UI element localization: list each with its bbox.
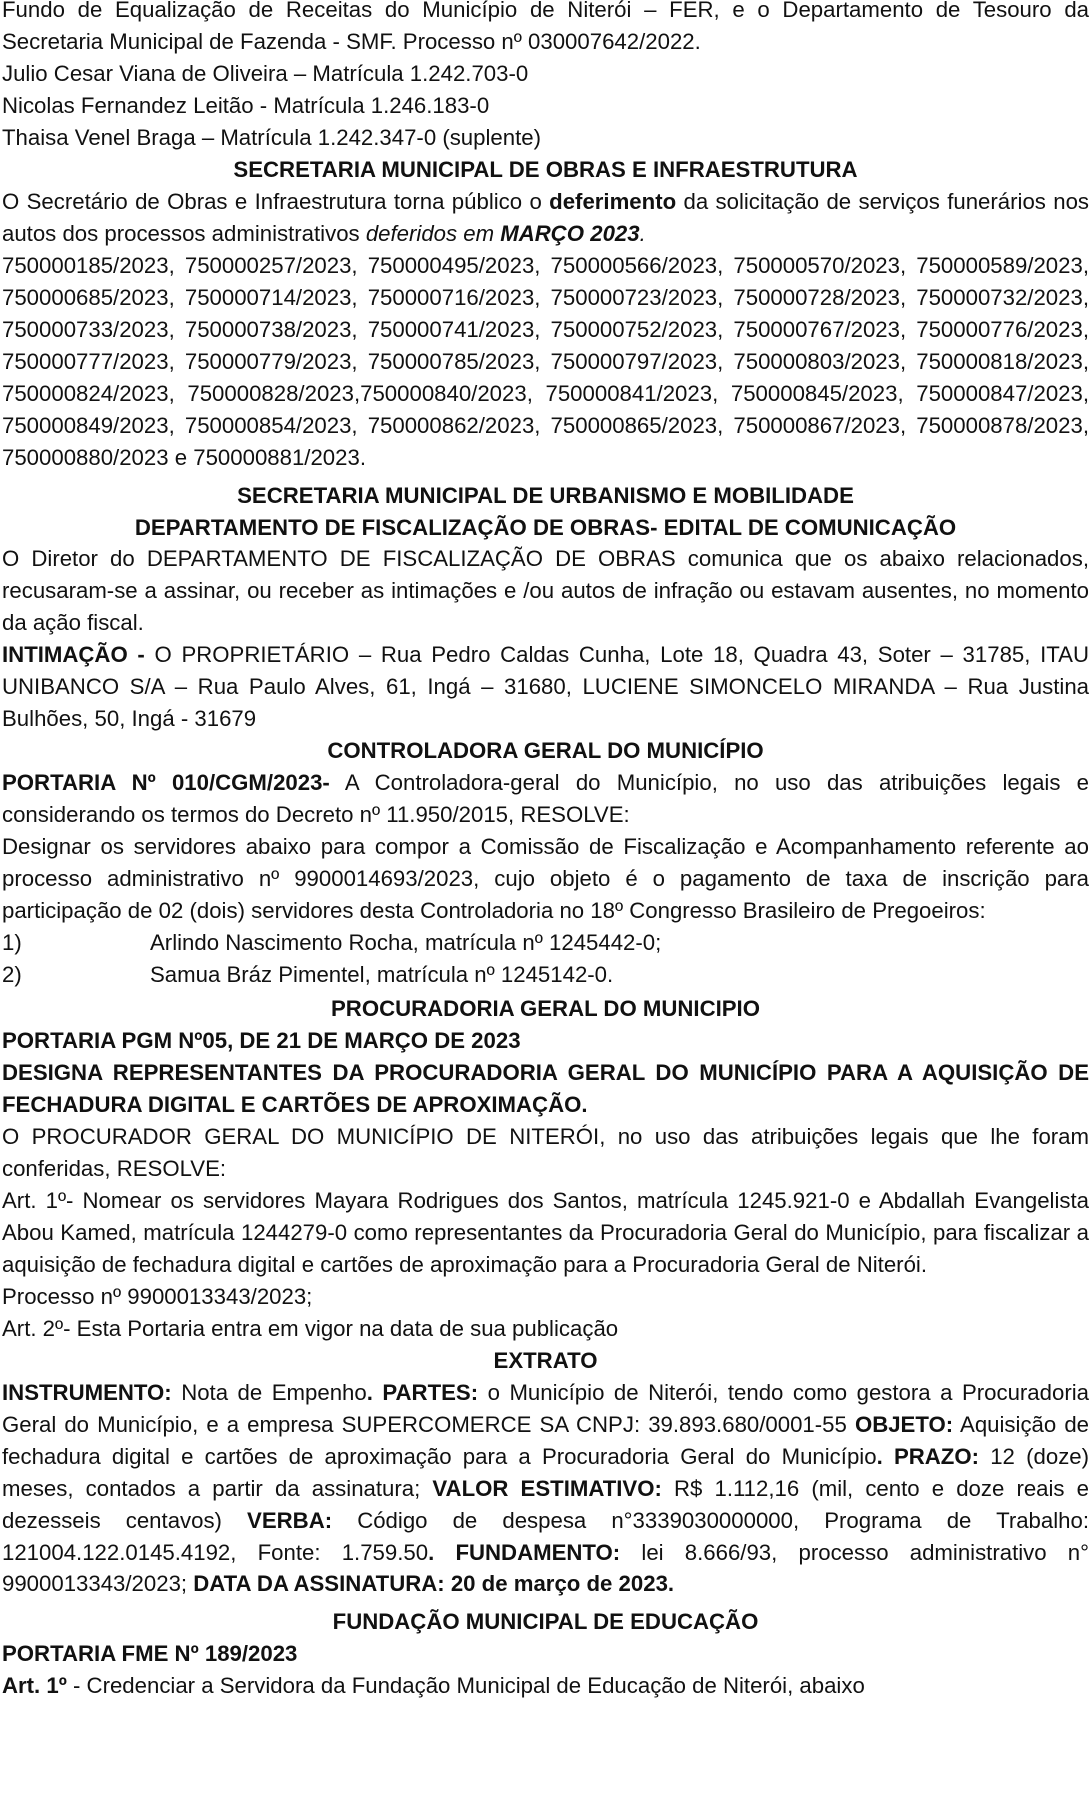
fer-paragraph: Fundo de Equalização de Receitas do Município de Niterói – FER, e o Departamento de Tesouro da Secretaria Municipal de Fazenda - SMF. Processo nº 030007642/2022.: [2, 0, 1089, 54]
extrato-paragraph: INSTRUMENTO: Nota de Empenho. PARTES: o Município de Niterói, tendo como gestora a Procuradoria Geral do Município, e a empresa SUPERCOMERCE SA CNPJ: 39.893.680/0001-55 OBJETO: Aquisição de fechadura digital e cartões de aproximação para a Procuradoria Geral do Município. PRAZO: 12 (doze) meses, contados a partir da assinatura; VALOR ESTIMATIVO: R$ 1.112,16 (mil, cento e doze reais e dezesseis centavos) VERBA: Código de despesa n°3339030000000, Programa de Trabalho: 121004.122.0145.4192, Fonte: 1.759.50. FUNDAMENTO: lei 8.666/93, processo administrativo n° 9900013343/2023; DATA DA ASSINATURA: 20 de março de 2023.: [2, 1379, 1090, 1597]
fme-art1: Art. 1º - Credenciar a Servidora da Fundação Municipal de Educação de Niterói, abaixo: [2, 1673, 865, 1699]
controladora-title: CONTROLADORA GERAL DO MUNICÍPIO: [327, 738, 764, 764]
urbanismo-paragraph: O Diretor do DEPARTAMENTO DE FISCALIZAÇÃO DE OBRAS comunica que os abaixo relacionados, recusaram-se a assinar, ou receber as intimações e /ou autos de infração ou estavam ausentes, no momento da ação fiscal.: [2, 546, 1089, 636]
extrato-title: EXTRATO: [493, 1347, 598, 1373]
fer-member: Thaisa Venel Braga – Matrícula 1.242.347-0 (suplente): [2, 124, 541, 150]
procuradoria-processo: Processo nº 9900013343/2023;: [2, 1283, 313, 1309]
obras-intro: O Secretário de Obras e Infraestrutura torna público o deferimento da solicitação de serviços funerários nos autos dos processos administrativos deferidos em MARÇO 2023.: [2, 188, 1089, 246]
procuradoria-portaria: PORTARIA PGM Nº05, DE 21 DE MARÇO DE 2023: [2, 1028, 521, 1053]
list-item: 1) Arlindo Nascimento Rocha, matrícula nº 1245442-0;: [2, 930, 662, 956]
procuradoria-title: PROCURADORIA GERAL DO MUNICIPIO: [331, 996, 760, 1022]
fer-member: Nicolas Fernandez Leitão - Matrícula 1.246.183-0: [2, 92, 490, 118]
procuradoria-art1: Art. 1º- Nomear os servidores Mayara Rodrigues dos Santos, matrícula 1245.921-0 e Abdallah Evangelista Abou Kamed, matrícula 1244279-0 como representantes da Procuradoria Geral do Município, para fiscalizar a aquisição de fechadura digital e cartões de aproximação para a Procuradoria Geral de Niterói.: [2, 1187, 1089, 1277]
fme-portaria: PORTARIA FME Nº 189/2023: [2, 1641, 298, 1667]
fme-title: FUNDAÇÃO MUNICIPAL DE EDUCAÇÃO: [332, 1609, 759, 1635]
list-item: 2) Samua Bráz Pimentel, matrícula nº 1245142-0.: [2, 962, 614, 988]
obras-title: SECRETARIA MUNICIPAL DE OBRAS E INFRAESTRUTURA: [233, 156, 858, 182]
urbanismo-title: SECRETARIA MUNICIPAL DE URBANISMO E MOBILIDADE: [237, 482, 854, 508]
controladora-designar: Designar os servidores abaixo para compor a Comissão de Fiscalização e Acompanhamento referente ao processo administrativo nº 9900014693/2023, cujo objeto é o pagamento de taxa de inscrição para participação de 02 (dois) servidores desta Controladoria no 18º Congresso Brasileiro de Pregoeiros:: [2, 834, 1089, 924]
intimacao-paragraph: INTIMAÇÃO - O PROPRIETÁRIO – Rua Pedro Caldas Cunha, Lote 18, Quadra 43, Soter – 31785, ITAU UNIBANCO S/A – Rua Paulo Alves, 61, Ingá – 31680, LUCIENE SIMONCELO MIRANDA – Rua Justina Bulhões, 50, Ingá - 31679: [2, 642, 1089, 732]
procuradoria-art2: Art. 2º- Esta Portaria entra em vigor na data de sua publicação: [2, 1315, 619, 1341]
controladora-portaria: PORTARIA Nº 010/CGM/2023- A Controladora-geral do Município, no uso das atribuições legais e considerando os termos do Decreto nº 11.950/2015, RESOLVE:: [2, 770, 1089, 828]
procuradoria-designa: DESIGNA REPRESENTANTES DA PROCURADORIA GERAL DO MUNICÍPIO PARA A AQUISIÇÃO DE FECHADURA DIGITAL E CARTÕES DE APROXIMAÇÃO.: [2, 1059, 1089, 1117]
urbanismo-subtitle: DEPARTAMENTO DE FISCALIZAÇÃO DE OBRAS- EDITAL DE COMUNICAÇÃO: [134, 514, 957, 540]
fer-member: Julio Cesar Viana de Oliveira – Matrícula 1.242.703-0: [2, 60, 529, 86]
obras-process-list: 750000185/2023, 750000257/2023, 750000495/2023, 750000566/2023, 750000570/2023, 750000589/2023, 750000685/2023, 750000714/2023, 750000716/2023, 750000723/2023, 750000728/2023, 750000732/2023, 750000733/2023, 750000738/2023, 750000741/2023, 750000752/2023, 750000767/2023, 750000776/2023, 750000777/2023, 750000779/2023, 750000785/2023, 750000797/2023, 750000803/2023, 750000818/2023, 750000824/2023, 750000828/2023,750000840/2023, 750000841/2023, 750000845/2023, 750000847/2023, 750000849/2023, 750000854/2023, 750000862/2023, 750000865/2023, 750000867/2023, 750000878/2023, 750000880/2023 e 750000881/2023.: [2, 252, 1089, 470]
procuradoria-intro: O PROCURADOR GERAL DO MUNICÍPIO DE NITERÓI, no uso das atribuições legais que lhe foram conferidas, RESOLVE:: [2, 1123, 1089, 1181]
